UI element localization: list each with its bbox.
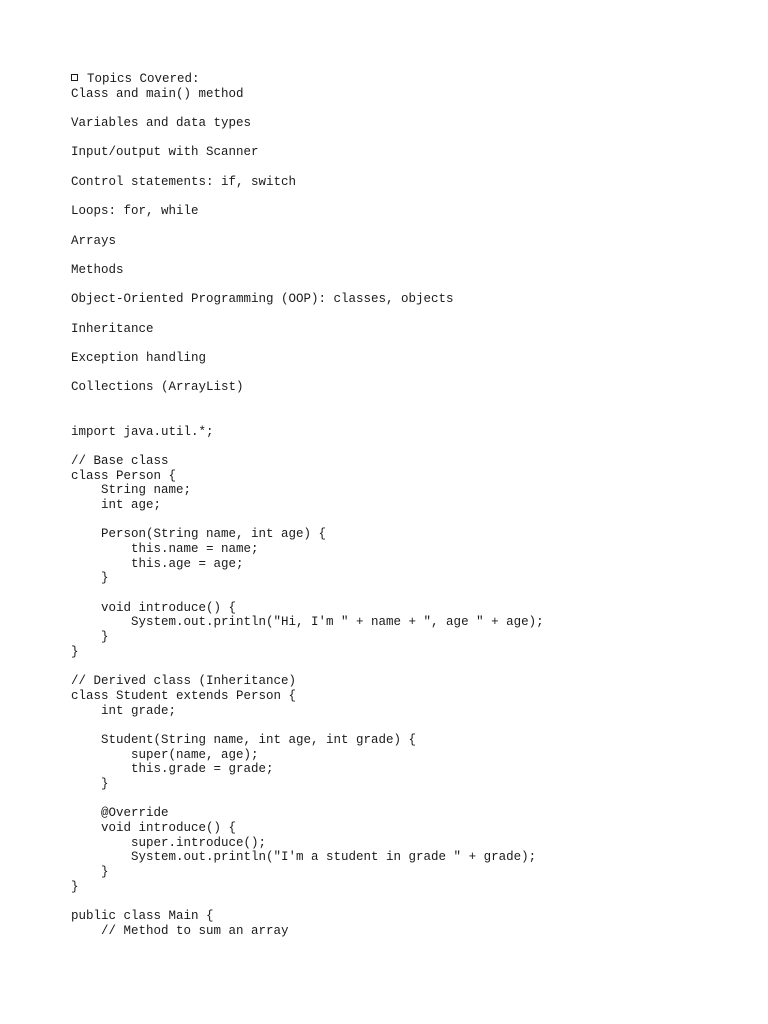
code-line: // Derived class (Inheritance) (71, 674, 297, 689)
code-line: @Override (71, 806, 169, 821)
topic-item: Collections (ArrayList) (71, 380, 244, 395)
code-line: int grade; (71, 703, 177, 718)
code-line: // Method to sum an array (71, 923, 289, 938)
code-line: class Person { (71, 468, 177, 483)
code-line: class Student extends Person { (71, 688, 297, 703)
code-line: } (71, 879, 79, 894)
code-line: } (71, 630, 109, 645)
code-line (71, 513, 751, 528)
code-line: System.out.println("Hi, I'm " + name + ", age " + age); (71, 615, 544, 630)
code-line: } (71, 777, 109, 792)
code-line: String name; (71, 483, 192, 498)
code-block (71, 425, 751, 939)
code-line: Person(String name, int age) { (71, 527, 327, 542)
code-line: int age; (71, 497, 162, 512)
code-line (71, 792, 751, 807)
code-line (71, 895, 751, 910)
topic-item: Variables and data types (71, 116, 252, 131)
topic-item: Control statements: if, switch (71, 174, 297, 189)
topics-heading: Topics Covered: (87, 72, 200, 86)
topic-item: Class and main() method (71, 86, 244, 101)
code-line: this.age = age; (71, 556, 244, 571)
code-line: } (71, 865, 109, 880)
code-line: void introduce() { (71, 821, 237, 836)
topic-item: Exception handling (71, 351, 207, 366)
topic-item: Loops: for, while (71, 204, 199, 219)
code-line: void introduce() { (71, 600, 237, 615)
code-line (71, 586, 751, 601)
code-line: } (71, 571, 109, 586)
code-line: public class Main { (71, 909, 214, 924)
topic-item: Object-Oriented Programming (OOP): classes, objects (71, 292, 454, 307)
code-line: System.out.println("I'm a student in grade " + grade); (71, 850, 537, 865)
code-line: // Base class (71, 453, 169, 468)
code-line: Student(String name, int age, int grade) { (71, 732, 417, 747)
code-line (71, 660, 751, 675)
code-line: super(name, age); (71, 747, 259, 762)
code-line (71, 718, 751, 733)
topics-heading-row (71, 72, 751, 87)
topic-item: Inheritance (71, 321, 154, 336)
topic-item: Arrays (71, 233, 117, 248)
code-line: import java.util.*; (71, 424, 214, 439)
code-line: } (71, 644, 79, 659)
code-line: super.introduce(); (71, 835, 267, 850)
topic-item: Methods (71, 262, 124, 277)
code-line: this.name = name; (71, 542, 259, 557)
checkbox-bullet-icon (71, 74, 78, 81)
code-line (71, 439, 751, 454)
topics-list (71, 87, 751, 395)
document (71, 72, 751, 939)
code-line: this.grade = grade; (71, 762, 274, 777)
topic-item: Input/output with Scanner (71, 145, 259, 160)
